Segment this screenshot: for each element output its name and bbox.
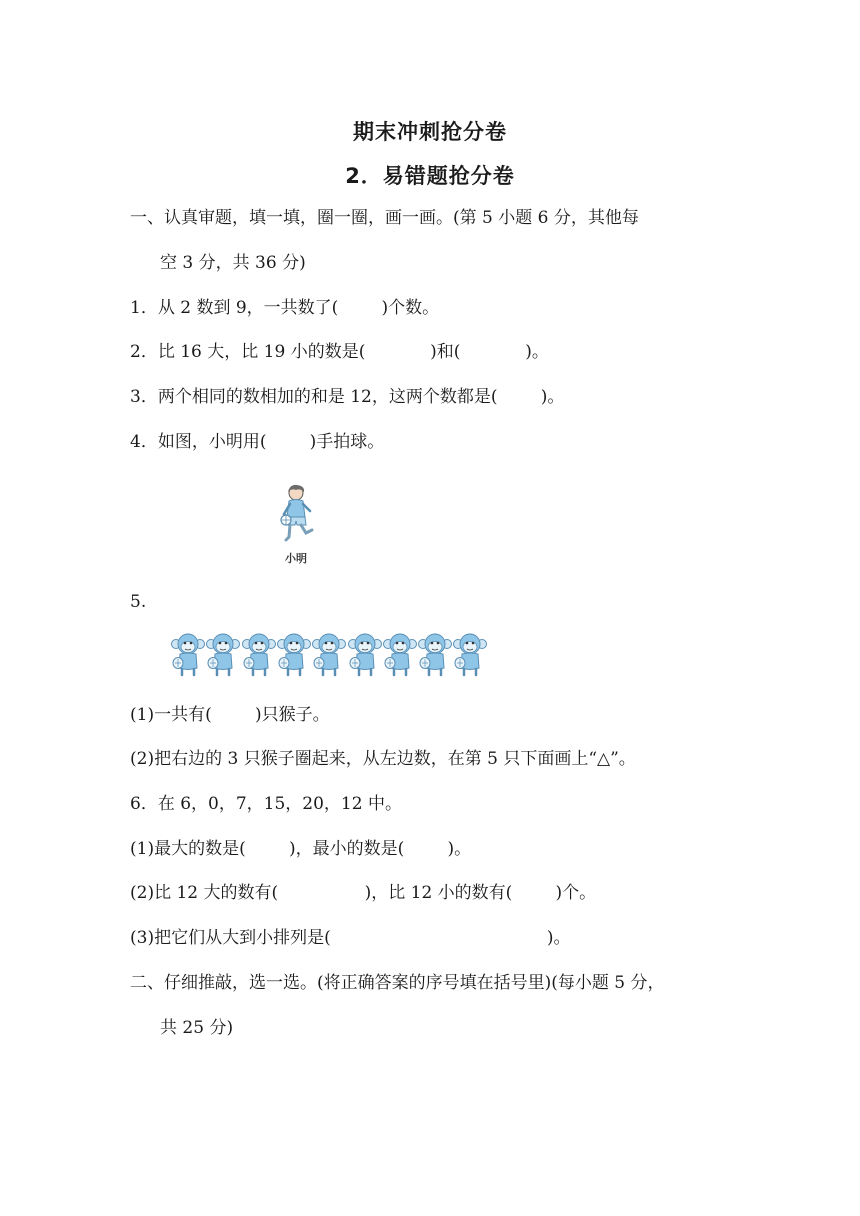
monkey-icon bbox=[241, 632, 277, 678]
exam-title: 期末冲刺抢分卷 bbox=[353, 120, 507, 144]
question-6-2: (2)比 12 大的数有( )，比 12 小的数有( )个。 bbox=[130, 883, 597, 903]
question-2: 2．比 16 大，比 19 小的数是( )和( )。 bbox=[130, 342, 549, 362]
question-3: 3．两个相同的数相加的和是 12，这两个数都是( )。 bbox=[130, 387, 565, 407]
monkey-icon bbox=[276, 632, 312, 678]
section1-heading: 一、认真审题，填一填，圈一圈，画一画。(第 5 小题 6 分，其他每 bbox=[130, 208, 639, 228]
question-6-1: (1)最大的数是( )，最小的数是( )。 bbox=[130, 839, 472, 859]
question-5: 5. bbox=[130, 592, 147, 612]
question-6: 6．在 6，0，7，15，20，12 中。 bbox=[130, 794, 402, 814]
boy-dribbling-ball-icon bbox=[276, 484, 322, 546]
question-4: 4．如图，小明用( )手拍球。 bbox=[130, 432, 385, 452]
monkey-icon bbox=[417, 632, 453, 678]
question-5-1: (1)一共有( )只猴子。 bbox=[130, 705, 330, 725]
section1-heading-cont: 空 3 分，共 36 分) bbox=[160, 253, 306, 273]
section2-heading-cont: 共 25 分) bbox=[160, 1018, 234, 1038]
section2-heading: 二、仔细推敲，选一选。(将正确答案的序号填在括号里)(每小题 5 分， bbox=[130, 973, 665, 993]
monkey-icon bbox=[347, 632, 383, 678]
monkey-icon bbox=[311, 632, 347, 678]
question-1: 1．从 2 数到 9，一共数了( )个数。 bbox=[130, 298, 440, 318]
monkey-icon bbox=[170, 632, 206, 678]
monkey-icon bbox=[452, 632, 488, 678]
question-6-3: (3)把它们从大到小排列是( )。 bbox=[130, 928, 571, 948]
monkey-icon bbox=[382, 632, 418, 678]
exam-subtitle: 2．易错题抢分卷 bbox=[345, 164, 515, 188]
monkey-icon bbox=[205, 632, 241, 678]
boy-figure-label: 小明 bbox=[285, 552, 307, 565]
question-5-2: (2)把右边的 3 只猴子圈起来，从左边数，在第 5 只下面画上“△”。 bbox=[130, 749, 636, 769]
